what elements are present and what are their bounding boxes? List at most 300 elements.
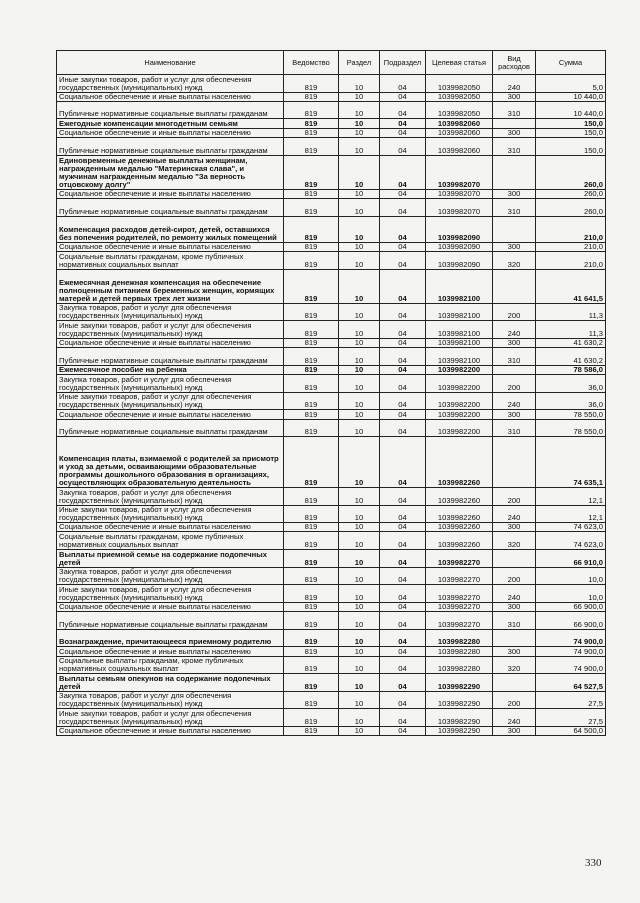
cell-razdel: 10 xyxy=(339,709,380,727)
cell-ved: 819 xyxy=(284,487,339,505)
cell-ved: 819 xyxy=(284,269,339,303)
cell-razdel: 10 xyxy=(339,365,380,374)
cell-razdel: 10 xyxy=(339,674,380,692)
cell-podrazdel: 04 xyxy=(380,101,426,119)
table-row xyxy=(57,128,606,137)
cell-ved: 819 xyxy=(284,505,339,523)
cell-vr xyxy=(493,269,536,303)
cell-podrazdel: 04 xyxy=(380,92,426,101)
cell-razdel: 10 xyxy=(339,602,380,611)
cell-vr xyxy=(493,119,536,128)
table-row xyxy=(57,674,606,692)
cell-sum: 27,5 xyxy=(536,691,606,709)
cell-cs: 1039982200 xyxy=(426,392,493,410)
cell-cs: 1039982060 xyxy=(426,119,493,128)
cell-cs: 1039982200 xyxy=(426,375,493,393)
cell-name: Единовременные денежные выплаты женщинам, награжденным медалью "Материнская слава", и мужчинам награжденным медалью "За верность отцовскому долгу" xyxy=(57,155,284,189)
table-row xyxy=(57,119,606,128)
cell-razdel: 10 xyxy=(339,303,380,321)
cell-razdel: 10 xyxy=(339,392,380,410)
cell-name: Закупка товаров, работ и услуг для обеспечения государственных (муниципальных) нужд xyxy=(57,567,284,585)
cell-vr: 300 xyxy=(493,726,536,735)
cell-name: Социальное обеспечение и иные выплаты населению xyxy=(57,647,284,656)
cell-razdel: 10 xyxy=(339,523,380,532)
cell-vr: 200 xyxy=(493,691,536,709)
cell-podrazdel: 04 xyxy=(380,365,426,374)
cell-razdel: 10 xyxy=(339,128,380,137)
cell-vr: 200 xyxy=(493,487,536,505)
table-row xyxy=(57,392,606,410)
cell-ved: 819 xyxy=(284,92,339,101)
cell-ved: 819 xyxy=(284,656,339,674)
cell-podrazdel: 04 xyxy=(380,375,426,393)
cell-razdel: 10 xyxy=(339,348,380,366)
cell-podrazdel: 04 xyxy=(380,392,426,410)
cell-podrazdel: 04 xyxy=(380,674,426,692)
table-row xyxy=(57,647,606,656)
cell-sum: 41 630,2 xyxy=(536,338,606,347)
cell-razdel: 10 xyxy=(339,75,380,93)
cell-name: Публичные нормативные социальные выплаты гражданам xyxy=(57,348,284,366)
cell-razdel: 10 xyxy=(339,656,380,674)
cell-podrazdel: 04 xyxy=(380,410,426,419)
table-row xyxy=(57,155,606,189)
cell-cs: 1039982070 xyxy=(426,155,493,189)
cell-vr: 300 xyxy=(493,92,536,101)
cell-sum: 210,0 xyxy=(536,251,606,269)
cell-razdel: 10 xyxy=(339,155,380,189)
table-row xyxy=(57,602,606,611)
cell-vr: 240 xyxy=(493,392,536,410)
cell-name: Публичные нормативные социальные выплаты гражданам xyxy=(57,419,284,437)
cell-sum: 150,0 xyxy=(536,128,606,137)
cell-podrazdel: 04 xyxy=(380,647,426,656)
cell-ved: 819 xyxy=(284,128,339,137)
cell-name: Закупка товаров, работ и услуг для обеспечения государственных (муниципальных) нужд xyxy=(57,691,284,709)
cell-vr: 300 xyxy=(493,647,536,656)
cell-podrazdel: 04 xyxy=(380,303,426,321)
cell-cs: 1039982090 xyxy=(426,242,493,251)
table-row xyxy=(57,691,606,709)
cell-podrazdel: 04 xyxy=(380,419,426,437)
cell-cs: 1039982260 xyxy=(426,505,493,523)
cell-cs: 1039982100 xyxy=(426,303,493,321)
table-row xyxy=(57,726,606,735)
cell-name: Иные закупки товаров, работ и услуг для обеспечения государственных (муниципальных) нужд xyxy=(57,585,284,603)
cell-vr: 200 xyxy=(493,303,536,321)
cell-ved: 819 xyxy=(284,119,339,128)
cell-vr: 300 xyxy=(493,189,536,198)
cell-cs: 1039982290 xyxy=(426,726,493,735)
table-row xyxy=(57,338,606,347)
table-row xyxy=(57,419,606,437)
cell-ved: 819 xyxy=(284,75,339,93)
cell-ved: 819 xyxy=(284,709,339,727)
table-row xyxy=(57,348,606,366)
cell-cs: 1039982280 xyxy=(426,629,493,647)
cell-vr xyxy=(493,674,536,692)
cell-vr: 200 xyxy=(493,567,536,585)
cell-name: Ежемесячная денежная компенсация на обеспечение полноценным питанием беременных женщин, кормящих матерей и детей первых трех лет жизни xyxy=(57,269,284,303)
cell-sum: 78 550,0 xyxy=(536,410,606,419)
cell-vr xyxy=(493,155,536,189)
cell-sum: 12,1 xyxy=(536,505,606,523)
table-row xyxy=(57,101,606,119)
cell-sum: 11,3 xyxy=(536,321,606,339)
cell-name: Социальное обеспечение и иные выплаты населению xyxy=(57,523,284,532)
cell-podrazdel: 04 xyxy=(380,709,426,727)
cell-ved: 819 xyxy=(284,410,339,419)
cell-vr: 310 xyxy=(493,419,536,437)
cell-sum: 66 900,0 xyxy=(536,602,606,611)
cell-razdel: 10 xyxy=(339,338,380,347)
cell-sum: 210,0 xyxy=(536,216,606,242)
header-podrazdel: Подраздел xyxy=(380,51,426,75)
cell-razdel: 10 xyxy=(339,419,380,437)
cell-razdel: 10 xyxy=(339,726,380,735)
table-row xyxy=(57,242,606,251)
table-row xyxy=(57,216,606,242)
cell-ved: 819 xyxy=(284,303,339,321)
cell-sum: 78 586,0 xyxy=(536,365,606,374)
cell-name: Иные закупки товаров, работ и услуг для обеспечения государственных (муниципальных) нужд xyxy=(57,392,284,410)
cell-ved: 819 xyxy=(284,189,339,198)
cell-razdel: 10 xyxy=(339,505,380,523)
cell-razdel: 10 xyxy=(339,269,380,303)
cell-vr: 200 xyxy=(493,375,536,393)
cell-vr xyxy=(493,550,536,568)
cell-razdel: 10 xyxy=(339,612,380,630)
cell-ved: 819 xyxy=(284,348,339,366)
cell-cs: 1039982100 xyxy=(426,269,493,303)
cell-cs: 1039982270 xyxy=(426,550,493,568)
cell-sum: 10 440,0 xyxy=(536,92,606,101)
cell-name: Публичные нормативные социальные выплаты гражданам xyxy=(57,101,284,119)
cell-cs: 1039982100 xyxy=(426,348,493,366)
cell-ved: 819 xyxy=(284,550,339,568)
cell-razdel: 10 xyxy=(339,567,380,585)
cell-sum: 27,5 xyxy=(536,709,606,727)
cell-ved: 819 xyxy=(284,242,339,251)
cell-vr xyxy=(493,365,536,374)
cell-cs: 1039982200 xyxy=(426,410,493,419)
cell-sum: 41 630,2 xyxy=(536,348,606,366)
cell-ved: 819 xyxy=(284,321,339,339)
cell-name: Закупка товаров, работ и услуг для обеспечения государственных (муниципальных) нужд xyxy=(57,375,284,393)
cell-cs: 1039982260 xyxy=(426,532,493,550)
table-row xyxy=(57,629,606,647)
table-row xyxy=(57,437,606,488)
cell-name: Социальные выплаты гражданам, кроме публичных нормативных социальных выплат xyxy=(57,532,284,550)
cell-vr xyxy=(493,437,536,488)
cell-podrazdel: 04 xyxy=(380,321,426,339)
cell-vr: 300 xyxy=(493,338,536,347)
cell-cs: 1039982090 xyxy=(426,251,493,269)
cell-ved: 819 xyxy=(284,199,339,217)
cell-name: Выплаты семьям опекунов на содержание подопечных детей xyxy=(57,674,284,692)
table-row xyxy=(57,92,606,101)
cell-cs: 1039982290 xyxy=(426,691,493,709)
cell-name: Социальное обеспечение и иные выплаты населению xyxy=(57,189,284,198)
cell-sum: 66 910,0 xyxy=(536,550,606,568)
cell-razdel: 10 xyxy=(339,375,380,393)
cell-vr: 240 xyxy=(493,321,536,339)
cell-ved: 819 xyxy=(284,602,339,611)
cell-podrazdel: 04 xyxy=(380,550,426,568)
cell-razdel: 10 xyxy=(339,189,380,198)
cell-razdel: 10 xyxy=(339,487,380,505)
cell-vr: 300 xyxy=(493,602,536,611)
table-row xyxy=(57,375,606,393)
cell-cs: 1039982100 xyxy=(426,321,493,339)
header-name: Наименование xyxy=(57,51,284,75)
cell-ved: 819 xyxy=(284,691,339,709)
cell-ved: 819 xyxy=(284,647,339,656)
cell-podrazdel: 04 xyxy=(380,567,426,585)
cell-ved: 819 xyxy=(284,365,339,374)
cell-cs: 1039982100 xyxy=(426,338,493,347)
table-row xyxy=(57,365,606,374)
cell-razdel: 10 xyxy=(339,532,380,550)
cell-podrazdel: 04 xyxy=(380,629,426,647)
table-body xyxy=(57,75,606,736)
header-vr: Вид расходов xyxy=(493,51,536,75)
cell-sum: 150,0 xyxy=(536,138,606,156)
cell-ved: 819 xyxy=(284,155,339,189)
cell-sum: 36,0 xyxy=(536,375,606,393)
cell-ved: 819 xyxy=(284,612,339,630)
header-ved: Ведомство xyxy=(284,51,339,75)
cell-vr: 300 xyxy=(493,410,536,419)
cell-cs: 1039982270 xyxy=(426,612,493,630)
table-row xyxy=(57,189,606,198)
table-row xyxy=(57,321,606,339)
cell-podrazdel: 04 xyxy=(380,656,426,674)
cell-cs: 1039982070 xyxy=(426,199,493,217)
cell-name: Компенсация платы, взимаемой с родителей за присмотр и уход за детьми, осваивающими образовательные программы дошкольного образования в организациях, осуществляющих образовательную деятельность xyxy=(57,437,284,488)
cell-razdel: 10 xyxy=(339,321,380,339)
cell-podrazdel: 04 xyxy=(380,155,426,189)
cell-podrazdel: 04 xyxy=(380,251,426,269)
cell-podrazdel: 04 xyxy=(380,437,426,488)
cell-podrazdel: 04 xyxy=(380,505,426,523)
cell-name: Социальные выплаты гражданам, кроме публичных нормативных социальных выплат xyxy=(57,656,284,674)
cell-name: Иные закупки товаров, работ и услуг для обеспечения государственных (муниципальных) нужд xyxy=(57,75,284,93)
cell-razdel: 10 xyxy=(339,647,380,656)
cell-razdel: 10 xyxy=(339,585,380,603)
table-row xyxy=(57,505,606,523)
cell-name: Выплаты приемной семье на содержание подопечных детей xyxy=(57,550,284,568)
cell-name: Публичные нормативные социальные выплаты гражданам xyxy=(57,138,284,156)
cell-cs: 1039982260 xyxy=(426,487,493,505)
cell-sum: 66 900,0 xyxy=(536,612,606,630)
cell-razdel: 10 xyxy=(339,119,380,128)
cell-cs: 1039982260 xyxy=(426,523,493,532)
header-razdel: Раздел xyxy=(339,51,380,75)
cell-podrazdel: 04 xyxy=(380,199,426,217)
cell-vr: 300 xyxy=(493,242,536,251)
cell-sum: 260,0 xyxy=(536,189,606,198)
cell-sum: 11,3 xyxy=(536,303,606,321)
cell-vr: 320 xyxy=(493,532,536,550)
cell-vr: 240 xyxy=(493,505,536,523)
cell-ved: 819 xyxy=(284,216,339,242)
cell-vr: 240 xyxy=(493,75,536,93)
cell-podrazdel: 04 xyxy=(380,338,426,347)
cell-cs: 1039982260 xyxy=(426,437,493,488)
table-row xyxy=(57,199,606,217)
cell-ved: 819 xyxy=(284,437,339,488)
cell-name: Иные закупки товаров, работ и услуг для обеспечения государственных (муниципальных) нужд xyxy=(57,505,284,523)
cell-name: Публичные нормативные социальные выплаты гражданам xyxy=(57,612,284,630)
cell-cs: 1039982060 xyxy=(426,128,493,137)
cell-cs: 1039982050 xyxy=(426,92,493,101)
cell-podrazdel: 04 xyxy=(380,523,426,532)
cell-razdel: 10 xyxy=(339,101,380,119)
cell-podrazdel: 04 xyxy=(380,128,426,137)
cell-ved: 819 xyxy=(284,585,339,603)
cell-vr: 320 xyxy=(493,251,536,269)
cell-razdel: 10 xyxy=(339,251,380,269)
cell-vr: 310 xyxy=(493,101,536,119)
table-header-row xyxy=(57,51,606,75)
cell-vr: 300 xyxy=(493,523,536,532)
cell-razdel: 10 xyxy=(339,550,380,568)
table-row xyxy=(57,410,606,419)
table-row xyxy=(57,303,606,321)
cell-podrazdel: 04 xyxy=(380,585,426,603)
cell-razdel: 10 xyxy=(339,199,380,217)
cell-cs: 1039982290 xyxy=(426,674,493,692)
cell-sum: 260,0 xyxy=(536,199,606,217)
cell-ved: 819 xyxy=(284,532,339,550)
cell-podrazdel: 04 xyxy=(380,75,426,93)
cell-sum: 10 440,0 xyxy=(536,101,606,119)
cell-name: Социальные выплаты гражданам, кроме публичных нормативных социальных выплат xyxy=(57,251,284,269)
cell-sum: 74 623,0 xyxy=(536,532,606,550)
cell-name: Закупка товаров, работ и услуг для обеспечения государственных (муниципальных) нужд xyxy=(57,303,284,321)
cell-podrazdel: 04 xyxy=(380,269,426,303)
cell-cs: 1039982050 xyxy=(426,75,493,93)
cell-sum: 210,0 xyxy=(536,242,606,251)
page-number: 330 xyxy=(585,857,602,869)
cell-name: Вознаграждение, причитающееся приемному родителю xyxy=(57,629,284,647)
cell-vr: 310 xyxy=(493,348,536,366)
cell-sum: 74 623,0 xyxy=(536,523,606,532)
cell-sum: 150,0 xyxy=(536,119,606,128)
cell-podrazdel: 04 xyxy=(380,691,426,709)
cell-ved: 819 xyxy=(284,674,339,692)
cell-sum: 74 900,0 xyxy=(536,656,606,674)
cell-vr: 310 xyxy=(493,612,536,630)
cell-sum: 74 900,0 xyxy=(536,647,606,656)
table-row xyxy=(57,251,606,269)
cell-name: Ежегодные компенсации многодетным семьям xyxy=(57,119,284,128)
budget-table xyxy=(56,50,606,736)
cell-razdel: 10 xyxy=(339,92,380,101)
table-row xyxy=(57,709,606,727)
cell-vr: 310 xyxy=(493,199,536,217)
cell-razdel: 10 xyxy=(339,629,380,647)
cell-podrazdel: 04 xyxy=(380,119,426,128)
table-row xyxy=(57,585,606,603)
cell-cs: 1039982200 xyxy=(426,365,493,374)
cell-sum: 78 550,0 xyxy=(536,419,606,437)
cell-ved: 819 xyxy=(284,338,339,347)
cell-sum: 74 635,1 xyxy=(536,437,606,488)
cell-podrazdel: 04 xyxy=(380,348,426,366)
table-row xyxy=(57,550,606,568)
cell-ved: 819 xyxy=(284,419,339,437)
cell-razdel: 10 xyxy=(339,138,380,156)
cell-name: Социальное обеспечение и иные выплаты населению xyxy=(57,726,284,735)
cell-ved: 819 xyxy=(284,726,339,735)
cell-cs: 1039982060 xyxy=(426,138,493,156)
cell-name: Ежемесячное пособие на ребенка xyxy=(57,365,284,374)
cell-name: Публичные нормативные социальные выплаты гражданам xyxy=(57,199,284,217)
cell-cs: 1039982270 xyxy=(426,567,493,585)
table-row xyxy=(57,523,606,532)
cell-vr: 310 xyxy=(493,138,536,156)
cell-cs: 1039982050 xyxy=(426,101,493,119)
header-cs: Целевая статья xyxy=(426,51,493,75)
cell-vr: 240 xyxy=(493,709,536,727)
cell-vr: 320 xyxy=(493,656,536,674)
cell-podrazdel: 04 xyxy=(380,487,426,505)
table-row xyxy=(57,138,606,156)
cell-razdel: 10 xyxy=(339,691,380,709)
cell-cs: 1039982090 xyxy=(426,216,493,242)
cell-cs: 1039982290 xyxy=(426,709,493,727)
cell-cs: 1039982280 xyxy=(426,647,493,656)
cell-sum: 41 641,5 xyxy=(536,269,606,303)
cell-ved: 819 xyxy=(284,101,339,119)
cell-cs: 1039982280 xyxy=(426,656,493,674)
cell-name: Закупка товаров, работ и услуг для обеспечения государственных (муниципальных) нужд xyxy=(57,487,284,505)
cell-ved: 819 xyxy=(284,138,339,156)
cell-cs: 1039982270 xyxy=(426,602,493,611)
cell-sum: 10,0 xyxy=(536,567,606,585)
cell-ved: 819 xyxy=(284,251,339,269)
cell-vr xyxy=(493,216,536,242)
header-sum: Сумма xyxy=(536,51,606,75)
table-row xyxy=(57,75,606,93)
cell-sum: 74 900,0 xyxy=(536,629,606,647)
table-row xyxy=(57,567,606,585)
cell-name: Социальное обеспечение и иные выплаты населению xyxy=(57,92,284,101)
table-row xyxy=(57,532,606,550)
cell-cs: 1039982200 xyxy=(426,419,493,437)
cell-podrazdel: 04 xyxy=(380,612,426,630)
cell-name: Компенсация расходов детей-сирот, детей, оставшихся без попечения родителей, по ремонту жилых помещений xyxy=(57,216,284,242)
cell-sum: 36,0 xyxy=(536,392,606,410)
cell-podrazdel: 04 xyxy=(380,602,426,611)
cell-razdel: 10 xyxy=(339,242,380,251)
cell-podrazdel: 04 xyxy=(380,138,426,156)
cell-name: Социальное обеспечение и иные выплаты населению xyxy=(57,128,284,137)
cell-sum: 10,0 xyxy=(536,585,606,603)
cell-name: Иные закупки товаров, работ и услуг для обеспечения государственных (муниципальных) нужд xyxy=(57,709,284,727)
cell-name: Социальное обеспечение и иные выплаты населению xyxy=(57,602,284,611)
cell-cs: 1039982270 xyxy=(426,585,493,603)
cell-name: Социальное обеспечение и иные выплаты населению xyxy=(57,338,284,347)
cell-podrazdel: 04 xyxy=(380,532,426,550)
cell-ved: 819 xyxy=(284,375,339,393)
cell-name: Иные закупки товаров, работ и услуг для обеспечения государственных (муниципальных) нужд xyxy=(57,321,284,339)
cell-vr: 300 xyxy=(493,128,536,137)
cell-ved: 819 xyxy=(284,567,339,585)
cell-vr xyxy=(493,629,536,647)
